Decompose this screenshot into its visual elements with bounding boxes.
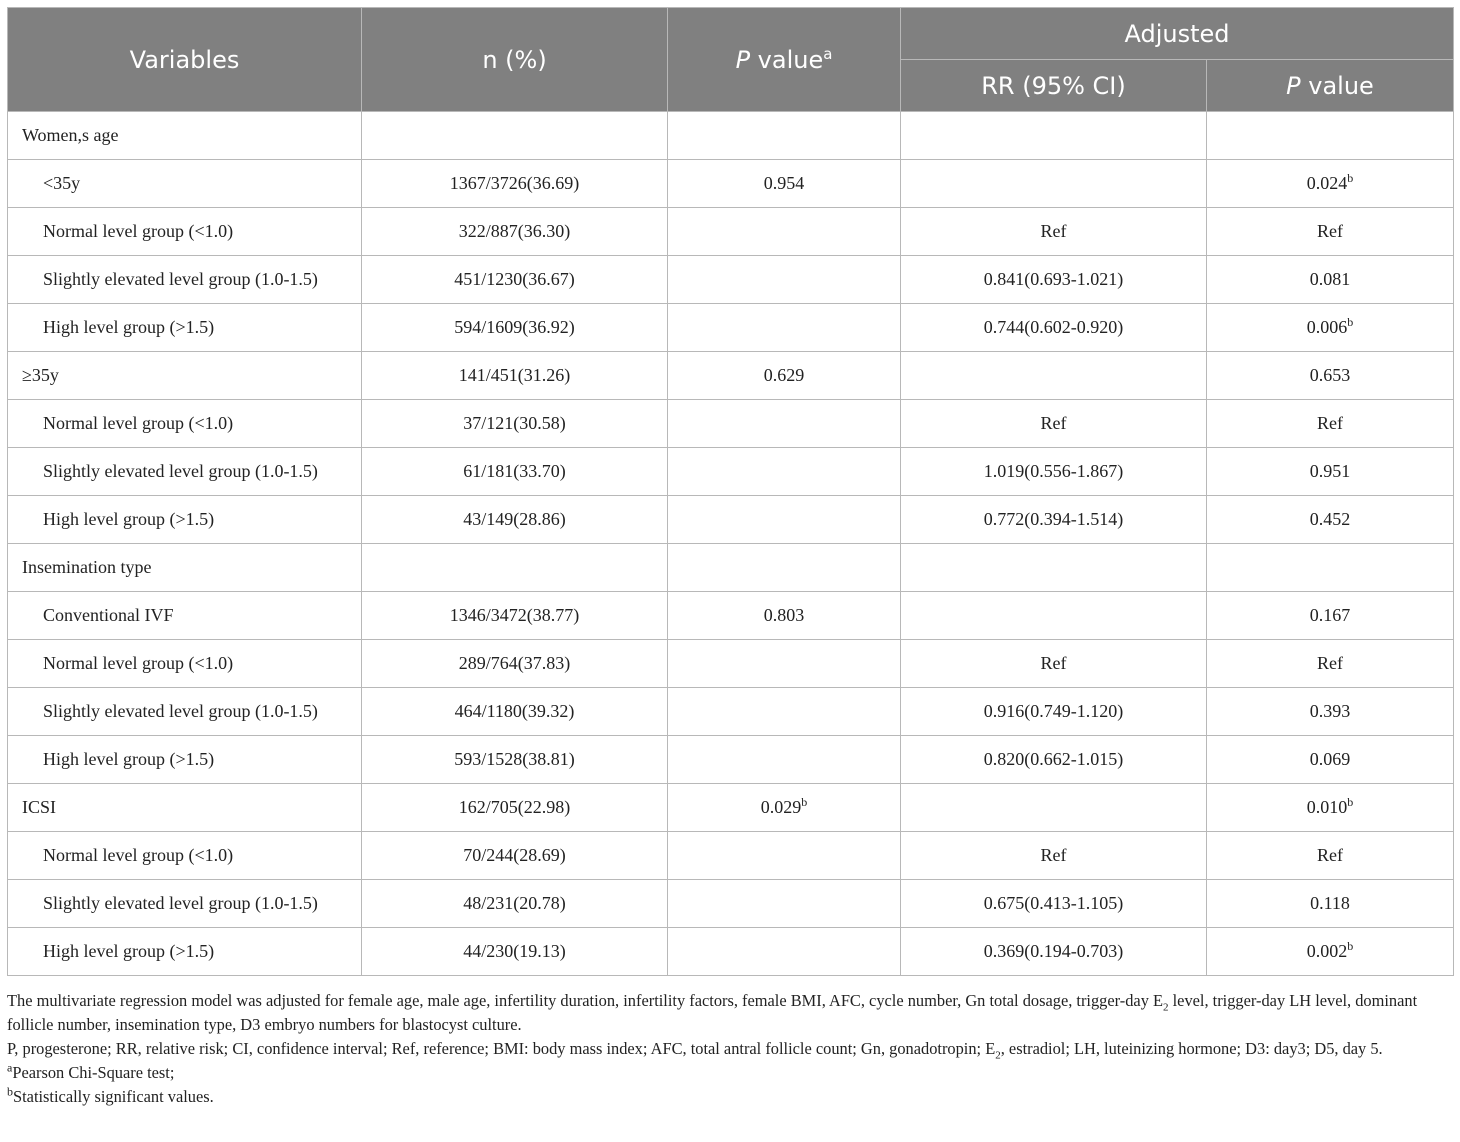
table-row [8,208,1454,256]
table-row [8,496,1454,544]
cell-adjusted-p-text: Ref [1317,653,1343,673]
cell-rr [901,832,1207,880]
cell-n-percent-text: 1367/3726(36.69) [449,173,580,193]
cell-n-percent [362,928,668,976]
cell-p-value [668,592,901,640]
cell-n-percent [362,256,668,304]
cell-n-percent-text: 1346/3472(38.77) [449,605,580,625]
cell-adjusted-p [1207,592,1454,640]
cell-variable-text: Slightly elevated level group (1.0-1.5) [43,701,318,721]
footnote-adjustment [7,989,1455,1037]
cell-adjusted-p [1207,880,1454,928]
header-adjusted: Adjusted [901,8,1454,60]
cell-variable [8,736,362,784]
cell-n-percent-text: 70/244(28.69) [463,845,566,865]
header-p-sup: a [823,44,833,63]
cell-rr [901,304,1207,352]
cell-n-percent [362,208,668,256]
cell-variable [8,880,362,928]
cell-rr [901,592,1207,640]
cell-adjusted-p-text: 0.081 [1309,269,1351,289]
cell-adjusted-p-text: 0.069 [1309,749,1351,769]
cell-n-percent [362,544,668,592]
cell-n-percent [362,496,668,544]
cell-rr [901,928,1207,976]
cell-n-percent-text: 594/1609(36.92) [454,317,575,337]
cell-p-value-text: 0.803 [763,605,805,625]
cell-adjusted-p [1207,784,1454,832]
cell-rr-text: Ref [1040,845,1067,865]
cell-variable [8,832,362,880]
cell-variable [8,640,362,688]
cell-p-value [668,784,901,832]
cell-p-value [668,112,901,160]
table-row [8,160,1454,208]
cell-p-value [668,832,901,880]
cell-variable-text: <35y [43,173,81,193]
cell-variable-text: ICSI [22,797,57,817]
cell-rr [901,112,1207,160]
cell-n-percent-text: 464/1180(39.32) [454,701,575,721]
cell-variable [8,592,362,640]
cell-variable [8,256,362,304]
cell-adjusted-p [1207,400,1454,448]
cell-variable-text: Conventional IVF [43,605,174,625]
cell-n-percent-text: 322/887(36.30) [458,221,571,241]
cell-variable [8,928,362,976]
cell-p-value [668,256,901,304]
cell-adjusted-p-text: 0.393 [1309,701,1351,721]
cell-n-percent-text: 43/149(28.86) [463,509,566,529]
header-rr: RR (95% CI) [901,60,1207,112]
table-header [8,8,1454,112]
cell-rr-text: 1.019(0.556-1.867) [983,461,1124,481]
cell-rr [901,208,1207,256]
cell-variable-text: Insemination type [22,557,152,577]
cell-p-value [668,928,901,976]
cell-variable [8,352,362,400]
footnote-b-sup: b [7,1084,13,1099]
cell-rr [901,736,1207,784]
cell-p-value [668,352,901,400]
table-row [8,640,1454,688]
cell-adjusted-p [1207,160,1454,208]
cell-variable-text: High level group (>1.5) [43,941,215,961]
cell-variable-text: High level group (>1.5) [43,749,215,769]
cell-adjusted-p-text: Ref [1317,845,1343,865]
cell-rr [901,256,1207,304]
table-row [8,304,1454,352]
cell-adjusted-p-text: 0.167 [1309,605,1351,625]
footnote-abbrev-a: P, progesterone; RR, relative risk; CI, confidence interval; Ref, reference; BMI: body mass index; AFC, total antral follicle count; Gn, gonadotropin; E [7,1039,996,1058]
cell-adjusted-p [1207,352,1454,400]
cell-variable [8,208,362,256]
footnote-a-sup: a [7,1060,13,1075]
header-adjusted-p [1207,60,1454,112]
cell-n-percent [362,160,668,208]
cell-adjusted-p-text: 0.951 [1309,461,1351,481]
cell-rr [901,880,1207,928]
cell-rr-text: 0.916(0.749-1.120) [983,701,1124,721]
table-row [8,688,1454,736]
cell-adjusted-p-sup: b [1347,315,1354,329]
header-p-italic: P [735,45,751,74]
cell-rr-text: 0.772(0.394-1.514) [983,509,1124,529]
cell-adjusted-p [1207,832,1454,880]
cell-p-value [668,640,901,688]
footnote-a-text: Pearson Chi-Square test; [12,1063,175,1082]
cell-rr [901,544,1207,592]
cell-rr [901,784,1207,832]
cell-variable [8,544,362,592]
cell-adjusted-p-sup: b [1347,795,1354,809]
cell-adjusted-p-text: 0.002 [1306,941,1348,961]
cell-variable-text: Slightly elevated level group (1.0-1.5) [43,461,318,481]
cell-adjusted-p [1207,448,1454,496]
cell-rr-text: 0.675(0.413-1.105) [983,893,1124,913]
cell-variable-text: Slightly elevated level group (1.0-1.5) [43,893,318,913]
cell-rr-text: 0.369(0.194-0.703) [983,941,1124,961]
table-row [8,256,1454,304]
footnote-adjustment-a: The multivariate regression model was adjusted for female age, male age, infertility duration, infertility factors, female BMI, AFC, cycle number, Gn total dosage, trigger-day E [7,991,1164,1010]
cell-adjusted-p [1207,928,1454,976]
table-row [8,928,1454,976]
table-container [7,7,1453,976]
table-row [8,448,1454,496]
cell-n-percent-text: 451/1230(36.67) [454,269,575,289]
cell-rr-text: 0.744(0.602-0.920) [983,317,1124,337]
footnote-abbreviations [7,1037,1455,1061]
table-footnotes [7,989,1455,1109]
cell-p-value [668,448,901,496]
table-row [8,544,1454,592]
cell-p-value [668,304,901,352]
cell-variable [8,496,362,544]
cell-variable [8,304,362,352]
cell-adjusted-p [1207,208,1454,256]
cell-adjusted-p-text: 0.010 [1306,797,1348,817]
header-p-text: value [750,45,824,74]
cell-n-percent [362,736,668,784]
cell-n-percent-text: 61/181(33.70) [463,461,566,481]
cell-adjusted-p [1207,544,1454,592]
cell-n-percent [362,688,668,736]
cell-n-percent-text: 48/231(20.78) [463,893,566,913]
footnote-adjustment-sub: 2 [1163,1001,1169,1014]
cell-adjusted-p [1207,496,1454,544]
cell-adjusted-p-text: 0.024 [1306,173,1348,193]
cell-rr-text: 0.820(0.662-1.015) [983,749,1124,769]
cell-n-percent [362,592,668,640]
cell-n-percent [362,304,668,352]
table-row [8,880,1454,928]
footnote-abbrev-b: , estradiol; LH, luteinizing hormone; D3: day3; D5, day 5. [1000,1039,1383,1058]
cell-rr-text: 0.841(0.693-1.021) [983,269,1124,289]
cell-n-percent-text: 141/451(31.26) [458,365,571,385]
cell-p-value [668,208,901,256]
cell-rr-text: Ref [1040,653,1067,673]
cell-p-value [668,400,901,448]
cell-p-value [668,496,901,544]
cell-variable-text: Women,s age [22,125,119,145]
cell-adjusted-p-text: Ref [1317,221,1343,241]
cell-adjusted-p-text: 0.653 [1309,365,1351,385]
cell-p-value-text: 0.629 [763,365,805,385]
cell-adjusted-p-sup: b [1347,939,1354,953]
table-row [8,112,1454,160]
cell-rr [901,352,1207,400]
header-p-value [668,8,901,112]
cell-n-percent [362,112,668,160]
cell-adjusted-p-text: Ref [1317,413,1343,433]
cell-n-percent-text: 593/1528(38.81) [454,749,575,769]
cell-variable [8,448,362,496]
cell-p-value [668,544,901,592]
header-adj-p-text: value [1300,71,1374,100]
cell-rr [901,160,1207,208]
cell-p-value [668,688,901,736]
cell-rr-text: Ref [1040,413,1067,433]
cell-variable [8,688,362,736]
cell-n-percent-text: 44/230(19.13) [463,941,566,961]
cell-adjusted-p [1207,112,1454,160]
table-row [8,352,1454,400]
header-variables: Variables [8,8,362,112]
cell-variable-text: Normal level group (<1.0) [43,845,234,865]
cell-n-percent [362,640,668,688]
cell-variable-text: ≥35y [22,365,59,385]
table-row [8,832,1454,880]
footnote-a [7,1061,1455,1085]
cell-adjusted-p-text: 0.452 [1309,509,1351,529]
cell-variable [8,112,362,160]
cell-n-percent-text: 37/121(30.58) [463,413,566,433]
table-row [8,784,1454,832]
cell-variable-text: Normal level group (<1.0) [43,413,234,433]
cell-rr [901,496,1207,544]
cell-rr [901,640,1207,688]
header-n-percent: n (%) [362,8,668,112]
cell-adjusted-p [1207,256,1454,304]
cell-variable [8,784,362,832]
cell-p-value-sup: b [801,795,808,809]
header-adj-p-italic: P [1286,71,1301,100]
table-body [8,112,1454,976]
cell-rr-text: Ref [1040,221,1067,241]
footnote-b [7,1085,1455,1109]
cell-n-percent-text: 162/705(22.98) [458,797,571,817]
cell-p-value-text: 0.029 [760,797,802,817]
cell-variable-text: High level group (>1.5) [43,509,215,529]
cell-n-percent [362,832,668,880]
footnote-abbrev-sub: 2 [995,1049,1001,1062]
results-table [7,7,1454,976]
cell-rr [901,400,1207,448]
cell-n-percent [362,880,668,928]
table-row [8,592,1454,640]
cell-p-value [668,736,901,784]
cell-n-percent [362,784,668,832]
footnote-b-text: Statistically significant values. [13,1087,214,1106]
cell-n-percent [362,448,668,496]
table-row [8,736,1454,784]
footnote-adjustment-b: level, trigger-day LH level, dominant follicle number, insemination type, D3 embryo numbers for blastocyst culture. [7,991,1418,1034]
cell-variable-text: Normal level group (<1.0) [43,221,234,241]
cell-variable-text: Slightly elevated level group (1.0-1.5) [43,269,318,289]
cell-p-value-text: 0.954 [763,173,805,193]
table-row [8,400,1454,448]
cell-adjusted-p-sup: b [1347,171,1354,185]
cell-adjusted-p [1207,736,1454,784]
cell-variable-text: Normal level group (<1.0) [43,653,234,673]
cell-rr [901,448,1207,496]
cell-variable-text: High level group (>1.5) [43,317,215,337]
cell-adjusted-p [1207,640,1454,688]
cell-variable [8,400,362,448]
cell-p-value [668,880,901,928]
cell-p-value [668,160,901,208]
cell-n-percent-text: 289/764(37.83) [458,653,571,673]
cell-adjusted-p [1207,304,1454,352]
cell-adjusted-p [1207,688,1454,736]
cell-adjusted-p-text: 0.118 [1310,893,1350,913]
cell-adjusted-p-text: 0.006 [1306,317,1348,337]
cell-n-percent [362,352,668,400]
cell-variable [8,160,362,208]
cell-n-percent [362,400,668,448]
cell-rr [901,688,1207,736]
